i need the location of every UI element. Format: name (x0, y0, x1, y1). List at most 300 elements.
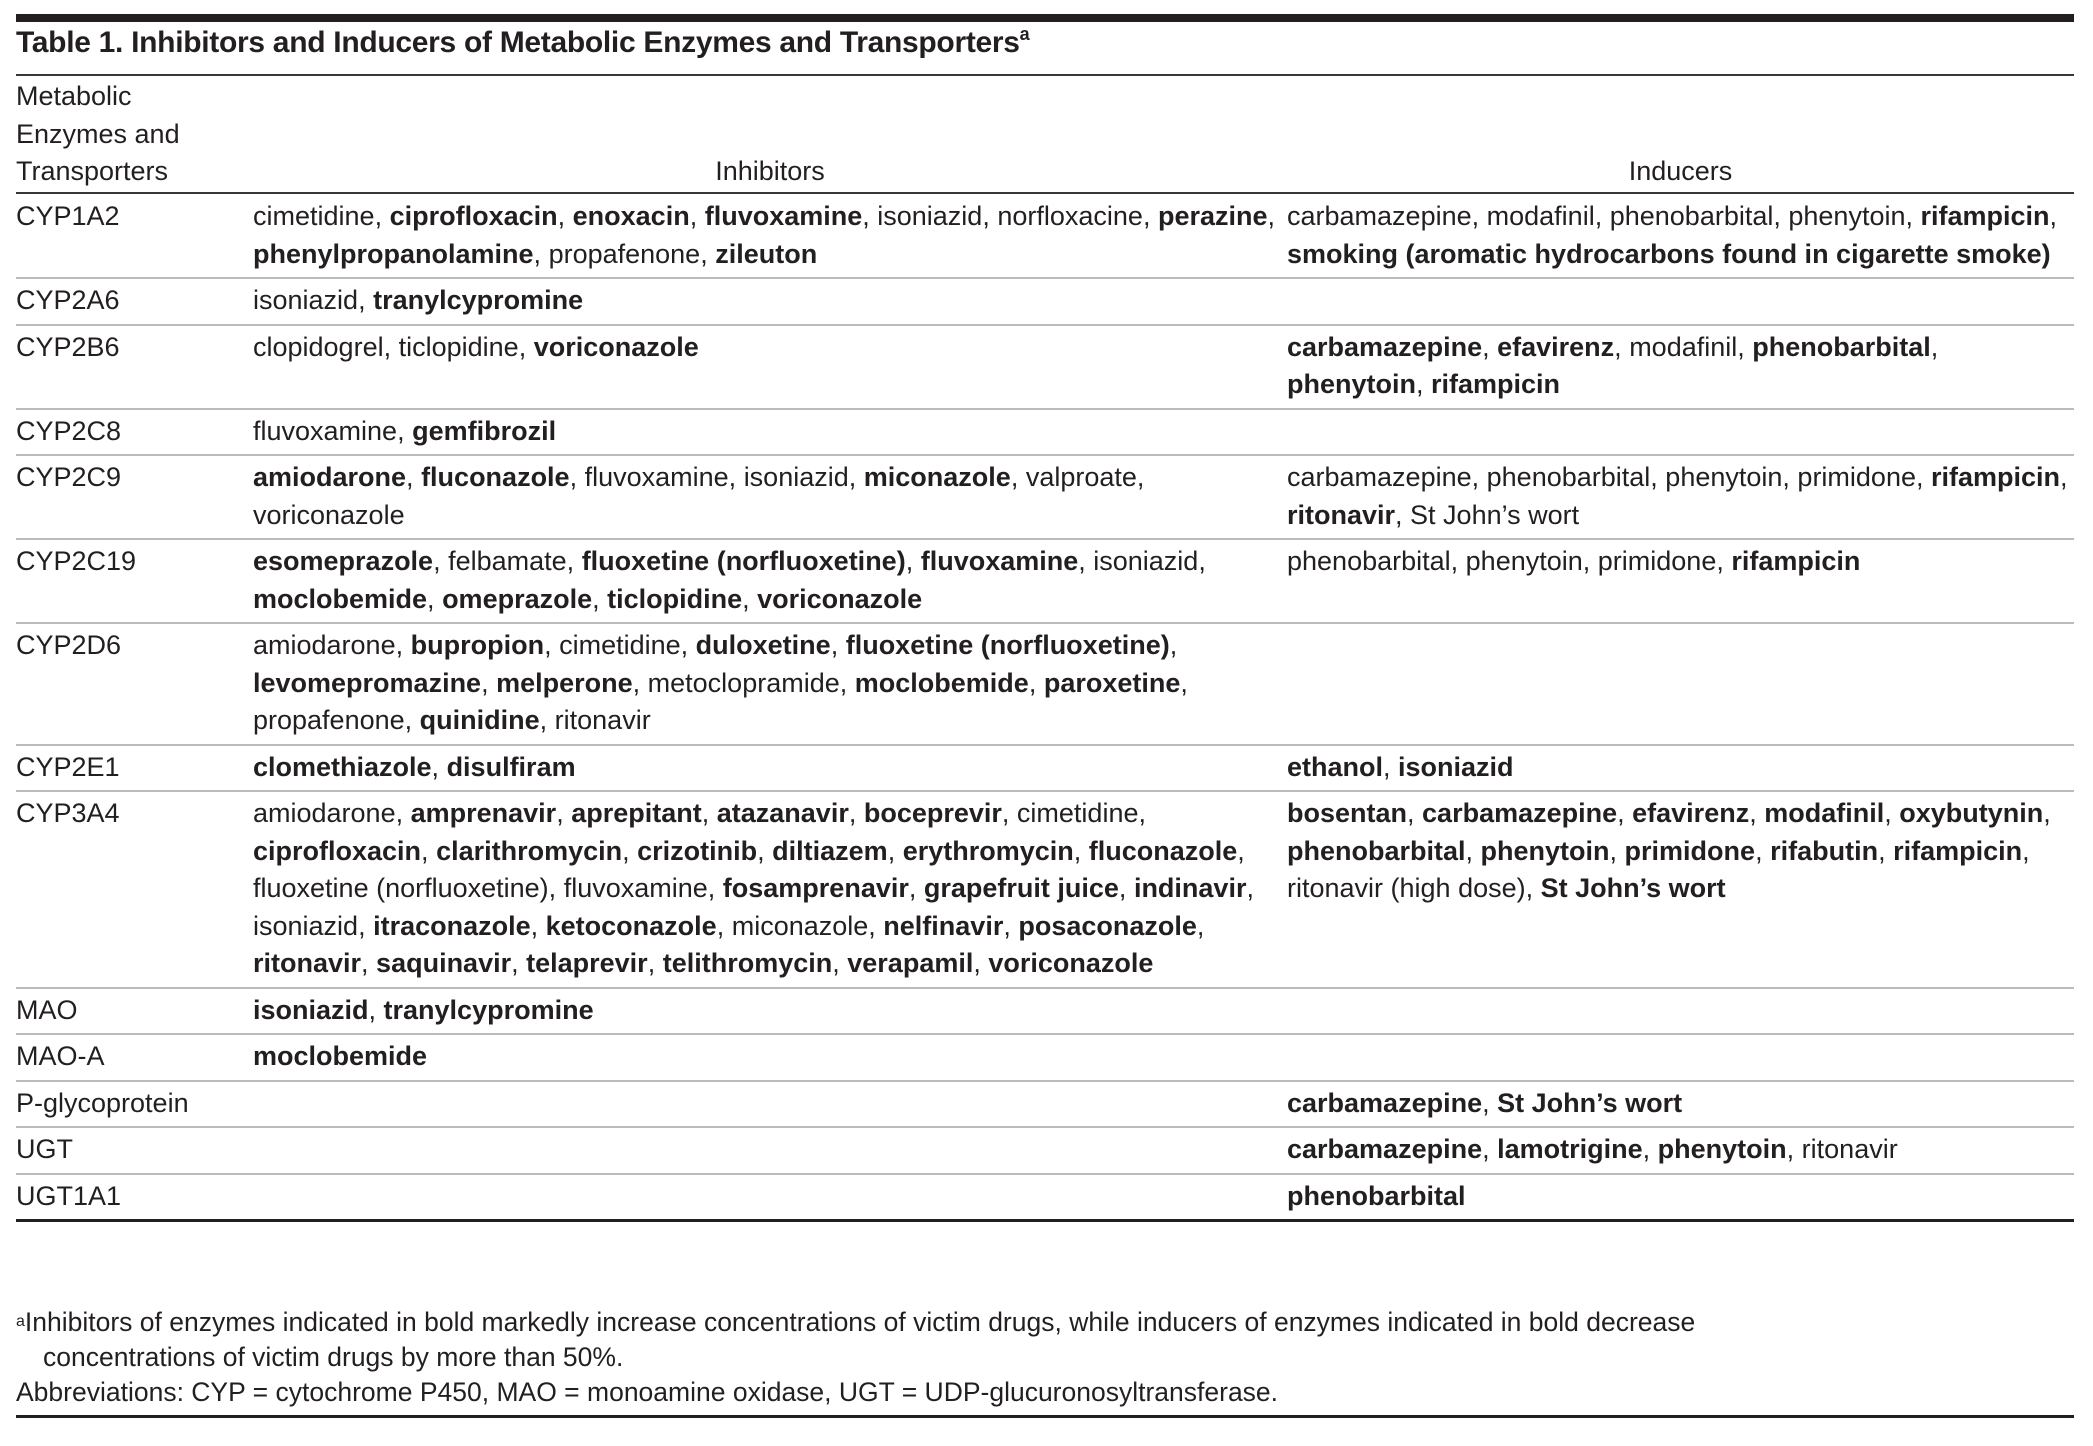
enzyme-cell: UGT1A1 (16, 1174, 253, 1221)
drug-name: oxybutynin (1899, 798, 2044, 828)
separator: , (1755, 835, 1771, 866)
inducers-cell (1287, 1034, 2074, 1081)
footnote-abbreviations: Abbreviations: CYP = cytochrome P450, MAO = monoamine oxidase, UGT = UDP-glucuronosyltransferase. (16, 1377, 1279, 1407)
drug-name: St John’s wort (1410, 499, 1580, 530)
table-row (16, 325, 2074, 409)
separator: , (742, 583, 758, 614)
separator: , (1078, 546, 1094, 576)
separator: , (481, 667, 497, 698)
separator: , (395, 630, 411, 660)
enzymes-table (16, 195, 2074, 1222)
top-rule (16, 14, 2074, 22)
separator: , (1614, 331, 1630, 362)
drug-name: erythromycin (902, 835, 1074, 866)
separator: , (832, 948, 848, 978)
drug-name: phenobarbital (1609, 201, 1774, 231)
separator: , (1878, 835, 1894, 866)
drug-name: phenytoin (1465, 546, 1583, 576)
drug-name: isoniazid (253, 910, 359, 941)
footnote-a (16, 1305, 1695, 1340)
drug-name: diltiazem (772, 835, 888, 866)
separator: , (1930, 331, 1939, 362)
drug-name: fosamprenavir (722, 873, 909, 903)
table-row (16, 409, 2074, 456)
separator: , (1737, 331, 1753, 362)
drug-name: isoniazid (1398, 751, 1514, 782)
separator: , (1267, 201, 1276, 231)
separator: , (1142, 201, 1158, 231)
separator: , (1010, 462, 1026, 492)
separator: , (2049, 201, 2058, 231)
drug-name: gemfibrozil (412, 415, 557, 446)
drug-name: isoniazid (1093, 546, 1199, 576)
enzyme-cell: CYP2E1 (16, 745, 253, 792)
drug-name: metoclopramide (647, 667, 840, 698)
separator: , (1198, 546, 1206, 576)
drug-name: lamotrigine (1497, 1134, 1643, 1164)
drug-name: fluoxetine (norfluoxetine) (581, 546, 906, 576)
separator: , (566, 546, 582, 576)
inhibitors-cell (253, 1127, 1287, 1174)
drug-name: carbamazepine (1287, 331, 1483, 362)
drug-name: isoniazid (743, 462, 849, 492)
separator: , (358, 910, 374, 941)
drug-name: carbamazepine (1287, 1134, 1483, 1164)
drug-name: modafinil (1764, 798, 1885, 828)
drug-name: omeprazole (442, 583, 593, 614)
drug-name: miconazole (731, 910, 869, 941)
drug-name: norfloxacine (997, 201, 1143, 231)
drug-name: ticlopidine (607, 583, 743, 614)
drug-name: aprepitant (571, 798, 702, 828)
table-row (16, 455, 2074, 539)
separator: , (1407, 798, 1423, 828)
drug-name: carbamazepine (1287, 1087, 1483, 1118)
table-row (16, 745, 2074, 792)
separator: , (2022, 835, 2030, 866)
separator: , (622, 835, 638, 866)
drug-name: crizotinib (637, 835, 758, 866)
drug-name: cimetidine (253, 201, 375, 231)
table-row (16, 195, 2074, 278)
inhibitors-cell (253, 1174, 1287, 1221)
enzyme-cell: UGT (16, 1127, 253, 1174)
separator: , (848, 798, 864, 828)
drug-name: carbamazepine (1287, 462, 1472, 492)
drug-name: cimetidine (1016, 798, 1139, 828)
separator: , (358, 285, 374, 315)
separator: , (592, 583, 608, 614)
drug-name: rifampicin (1893, 835, 2023, 866)
inducers-cell (1287, 325, 2074, 409)
drug-name: felbamate (448, 546, 567, 576)
enzyme-cell: CYP2C8 (16, 409, 253, 456)
separator: , (1582, 546, 1598, 576)
separator: , (533, 238, 549, 269)
separator: , (905, 546, 921, 576)
enzyme-cell: CYP3A4 (16, 791, 253, 988)
footnote-a-continued: concentrations of victim drugs by more than 50%. (43, 1342, 624, 1372)
drug-name: ritonavir (253, 948, 362, 978)
separator: , (707, 873, 723, 903)
separator: , (404, 705, 420, 735)
inducers-cell (1287, 745, 2074, 792)
separator: , (569, 462, 585, 492)
inhibitors-cell (253, 623, 1287, 745)
separator: , (557, 201, 573, 231)
drug-name: isoniazid (253, 285, 359, 315)
separator: , (868, 910, 884, 941)
inducers-cell (1287, 791, 2074, 988)
drug-name: fluoxetine (norfluoxetine) (845, 630, 1170, 660)
drug-name: amiodarone (253, 798, 396, 828)
separator: , (1073, 835, 1089, 866)
drug-name: rifampicin (1920, 201, 2050, 231)
inducers-cell (1287, 409, 2074, 456)
separator: , (887, 835, 903, 866)
drug-name: fluvoxamine (584, 462, 729, 492)
header-enzymes-line: Metabolic (16, 81, 132, 111)
separator: , (1383, 751, 1399, 782)
separator: , (427, 583, 443, 614)
separator: , (1003, 910, 1019, 941)
drug-name: fluoxetine (norfluoxetine) (253, 873, 549, 903)
drug-name: paroxetine (1043, 667, 1181, 698)
separator: , (395, 798, 411, 828)
separator: , (1237, 835, 1245, 866)
drug-name: miconazole (863, 462, 1011, 492)
enzyme-cell: CYP2C9 (16, 455, 253, 539)
separator: , (1246, 873, 1254, 903)
table-title (16, 26, 1029, 60)
enzyme-cell: CYP2B6 (16, 325, 253, 409)
table-body (16, 195, 2074, 1221)
drug-name: propafenone (253, 705, 405, 735)
drug-name: voriconazole (253, 499, 405, 530)
header-enzymes-line: Enzymes and (16, 118, 180, 149)
separator: , (1786, 1134, 1802, 1164)
separator: , (1915, 462, 1931, 492)
separator: , (1416, 369, 1432, 399)
separator: , (1028, 667, 1044, 698)
drug-name: phenobarbital (1752, 331, 1931, 362)
separator: , (374, 201, 390, 231)
footnote-a-line1: Inhibitors of enzymes indicated in bold markedly increase concentrations of victim drugs, while inducers of enzymes indicated in bold decrease (24, 1307, 1696, 1337)
drug-name: tranylcypromine (383, 994, 594, 1025)
drug-name: ticlopidine (398, 331, 519, 362)
enzyme-cell: MAO-A (16, 1034, 253, 1081)
drug-name: St John’s wort (1540, 873, 1726, 903)
enzyme-cell: CYP2D6 (16, 623, 253, 745)
separator: , (1180, 667, 1188, 698)
header-enzymes-line: Transporters (16, 156, 169, 186)
drug-name: indinavir (1133, 873, 1247, 903)
enzyme-cell: P-glycoprotein (16, 1081, 253, 1128)
separator: , (700, 238, 716, 269)
title-rule (16, 74, 2074, 76)
separator: , (908, 873, 924, 903)
drug-name: moclobemide (253, 1041, 428, 1071)
separator: , (1884, 798, 1900, 828)
inhibitors-cell (253, 278, 1287, 325)
separator: , (511, 948, 527, 978)
drug-name: phenobarbital (1486, 462, 1651, 492)
drug-name: efavirenz (1497, 331, 1615, 362)
separator: , (539, 705, 555, 735)
drug-name: enoxacin (572, 201, 690, 231)
drug-name: atazanavir (716, 798, 849, 828)
separator: , (1465, 835, 1481, 866)
separator: , (1482, 331, 1498, 362)
drug-name: grapefruit juice (923, 873, 1119, 903)
separator: , (431, 751, 447, 782)
separator: , (1609, 835, 1625, 866)
separator: , (383, 331, 399, 362)
separator: , (647, 948, 663, 978)
separator: , (1482, 1134, 1498, 1164)
separator: , (406, 462, 422, 492)
separator: , (1118, 873, 1134, 903)
enzyme-cell: CYP2A6 (16, 278, 253, 325)
separator: , (689, 201, 705, 231)
drug-name: ritonavir (1801, 1134, 1898, 1164)
table-row (16, 1081, 2074, 1128)
drug-name: ciprofloxacin (389, 201, 558, 231)
drug-name: efavirenz (1632, 798, 1750, 828)
separator: , (1642, 1134, 1658, 1164)
inhibitors-cell (253, 988, 1287, 1035)
inducers-cell (1287, 539, 2074, 623)
drug-name: clarithromycin (436, 835, 623, 866)
separator: , (1136, 462, 1145, 492)
separator: , (1471, 462, 1487, 492)
table-row (16, 278, 2074, 325)
drug-name: telaprevir (526, 948, 648, 978)
separator: , (982, 201, 998, 231)
header-inducers: Inducers (1628, 156, 1733, 186)
drug-name: smoking (aromatic hydrocarbons found in cigarette smoke) (1287, 238, 2051, 269)
separator: , (973, 948, 989, 978)
separator: , (1169, 630, 1178, 660)
drug-name: phenobarbital (1287, 546, 1451, 576)
drug-name: rifampicin (1931, 462, 2061, 492)
separator: , (530, 910, 546, 941)
drug-name: carbamazepine (1287, 201, 1472, 231)
drug-name: phenytoin (1657, 1134, 1787, 1164)
drug-name: perazine (1157, 201, 1268, 231)
separator: , (848, 462, 864, 492)
inducers-cell (1287, 1127, 2074, 1174)
drug-name: saquinavir (376, 948, 512, 978)
drug-name: amiodarone (253, 630, 396, 660)
drug-name: rifabutin (1770, 835, 1879, 866)
drug-name: quinidine (419, 705, 540, 735)
drug-name: telithromycin (662, 948, 833, 978)
drug-name: amprenavir (410, 798, 557, 828)
separator: , (1450, 546, 1466, 576)
enzyme-cell: CYP2C19 (16, 539, 253, 623)
separator: , (757, 835, 773, 866)
drug-name: fluvoxamine (920, 546, 1079, 576)
drug-name: fluvoxamine (253, 415, 398, 446)
drug-name: clopidogrel (253, 331, 384, 362)
drug-name: levomepromazine (253, 667, 482, 698)
drug-name: isoniazid (877, 201, 983, 231)
separator: , (1905, 201, 1921, 231)
table-row (16, 1034, 2074, 1081)
inhibitors-cell (253, 791, 1287, 988)
drug-name: melperone (496, 667, 633, 698)
drug-name: primidone (1624, 835, 1756, 866)
drug-name: bupropion (410, 630, 545, 660)
drug-name: moclobemide (854, 667, 1029, 698)
title-footnote-mark: a (1019, 24, 1030, 44)
inducers-cell (1287, 1174, 2074, 1221)
separator: , (556, 798, 572, 828)
inducers-cell (1287, 195, 2074, 278)
inhibitors-cell (253, 409, 1287, 456)
header-inhibitors: Inhibitors (715, 156, 825, 186)
drug-name: phenobarbital (1287, 835, 1466, 866)
separator: , (1773, 201, 1789, 231)
separator: , (680, 630, 696, 660)
drug-name: voriconazole (533, 331, 699, 362)
separator: , (421, 835, 437, 866)
separator: , (361, 948, 377, 978)
table-row (16, 791, 2074, 988)
separator: , (1138, 798, 1146, 828)
separator: , (433, 546, 449, 576)
separator: , (1617, 798, 1633, 828)
table-row (16, 1174, 2074, 1221)
separator: , (728, 462, 744, 492)
drug-name: propafenone (548, 238, 701, 269)
drug-name: isoniazid (253, 994, 369, 1025)
inducers-cell (1287, 455, 2074, 539)
footnote-a-mark: a (16, 1313, 25, 1330)
separator: , (397, 415, 413, 446)
separator: , (1782, 462, 1798, 492)
table-row (16, 1127, 2074, 1174)
inhibitors-cell (253, 325, 1287, 409)
drug-name: primidone (1597, 546, 1717, 576)
enzyme-cell: MAO (16, 988, 253, 1035)
separator: , (1749, 798, 1765, 828)
separator: , (368, 994, 384, 1025)
drug-name: zileuton (715, 238, 818, 269)
drug-name: valproate (1025, 462, 1137, 492)
drug-name: moclobemide (253, 583, 428, 614)
separator: , (518, 331, 534, 362)
drug-name: fluconazole (421, 462, 570, 492)
inducers-cell (1287, 1081, 2074, 1128)
drug-name: phenytoin (1665, 462, 1783, 492)
separator: , (1525, 873, 1541, 903)
separator: , (1001, 798, 1017, 828)
drug-name: voriconazole (757, 583, 923, 614)
separator: , (1395, 499, 1411, 530)
drug-name: nelfinavir (883, 910, 1004, 941)
table-row (16, 988, 2074, 1035)
drug-name: rifampicin (1431, 369, 1561, 399)
drug-name: primidone (1797, 462, 1916, 492)
drug-name: disulfiram (446, 751, 576, 782)
separator: , (544, 630, 560, 660)
header-enzymes (16, 78, 180, 191)
drug-name: verapamil (847, 948, 974, 978)
inducers-cell (1287, 988, 2074, 1035)
separator: , (1716, 546, 1732, 576)
drug-name: clomethiazole (253, 751, 432, 782)
drug-name: ketoconazole (545, 910, 717, 941)
bottom-rule (16, 1415, 2074, 1418)
separator: , (716, 910, 732, 941)
drug-name: posaconazole (1018, 910, 1197, 941)
drug-name: tranylcypromine (373, 285, 584, 315)
inhibitors-cell (253, 539, 1287, 623)
drug-name: carbamazepine (1422, 798, 1618, 828)
header-rule (16, 192, 2074, 194)
separator: , (2043, 798, 2051, 828)
drug-name: amiodarone (253, 462, 407, 492)
separator: , (1196, 910, 1205, 941)
table-row (16, 623, 2074, 745)
drug-name: ethanol (1287, 751, 1384, 782)
separator: , (1594, 201, 1610, 231)
drug-name: cimetidine (559, 630, 681, 660)
separator: , (632, 667, 648, 698)
separator: , (548, 873, 564, 903)
drug-name: esomeprazole (253, 546, 434, 576)
drug-name: fluconazole (1088, 835, 1238, 866)
drug-name: fluvoxamine (704, 201, 863, 231)
table-title-text: Table 1. Inhibitors and Inducers of Metabolic Enzymes and Transporters (16, 26, 1020, 59)
inducers-cell (1287, 623, 2074, 745)
drug-name: modafinil (1486, 201, 1595, 231)
inhibitors-cell (253, 455, 1287, 539)
drug-name: itraconazole (373, 910, 531, 941)
drug-name: voriconazole (988, 948, 1154, 978)
drug-name: phenylpropanolamine (253, 238, 534, 269)
drug-name: rifampicin (1731, 546, 1861, 576)
table-row (16, 539, 2074, 623)
drug-name: fluvoxamine (563, 873, 708, 903)
separator: , (701, 798, 717, 828)
drug-name: phenytoin (1287, 369, 1416, 399)
separator: , (830, 630, 846, 660)
drug-name: modafinil (1629, 331, 1738, 362)
inhibitors-cell (253, 745, 1287, 792)
drug-name: ritonavir (high dose) (1287, 873, 1526, 903)
separator: , (1650, 462, 1666, 492)
enzyme-cell: CYP1A2 (16, 195, 253, 278)
separator: , (1471, 201, 1487, 231)
inhibitors-cell (253, 1081, 1287, 1128)
drug-name: duloxetine (695, 630, 831, 660)
separator: , (862, 201, 878, 231)
inducers-cell (1287, 278, 2074, 325)
drug-name: boceprevir (863, 798, 1002, 828)
inhibitors-cell (253, 1034, 1287, 1081)
drug-name: phenobarbital (1287, 1180, 1466, 1211)
separator: , (839, 667, 855, 698)
drug-name: ritonavir (1287, 499, 1396, 530)
inhibitors-cell (253, 195, 1287, 278)
separator: , (2060, 462, 2068, 492)
separator: , (1482, 1087, 1498, 1118)
drug-name: phenytoin (1480, 835, 1610, 866)
drug-name: ritonavir (554, 705, 651, 735)
